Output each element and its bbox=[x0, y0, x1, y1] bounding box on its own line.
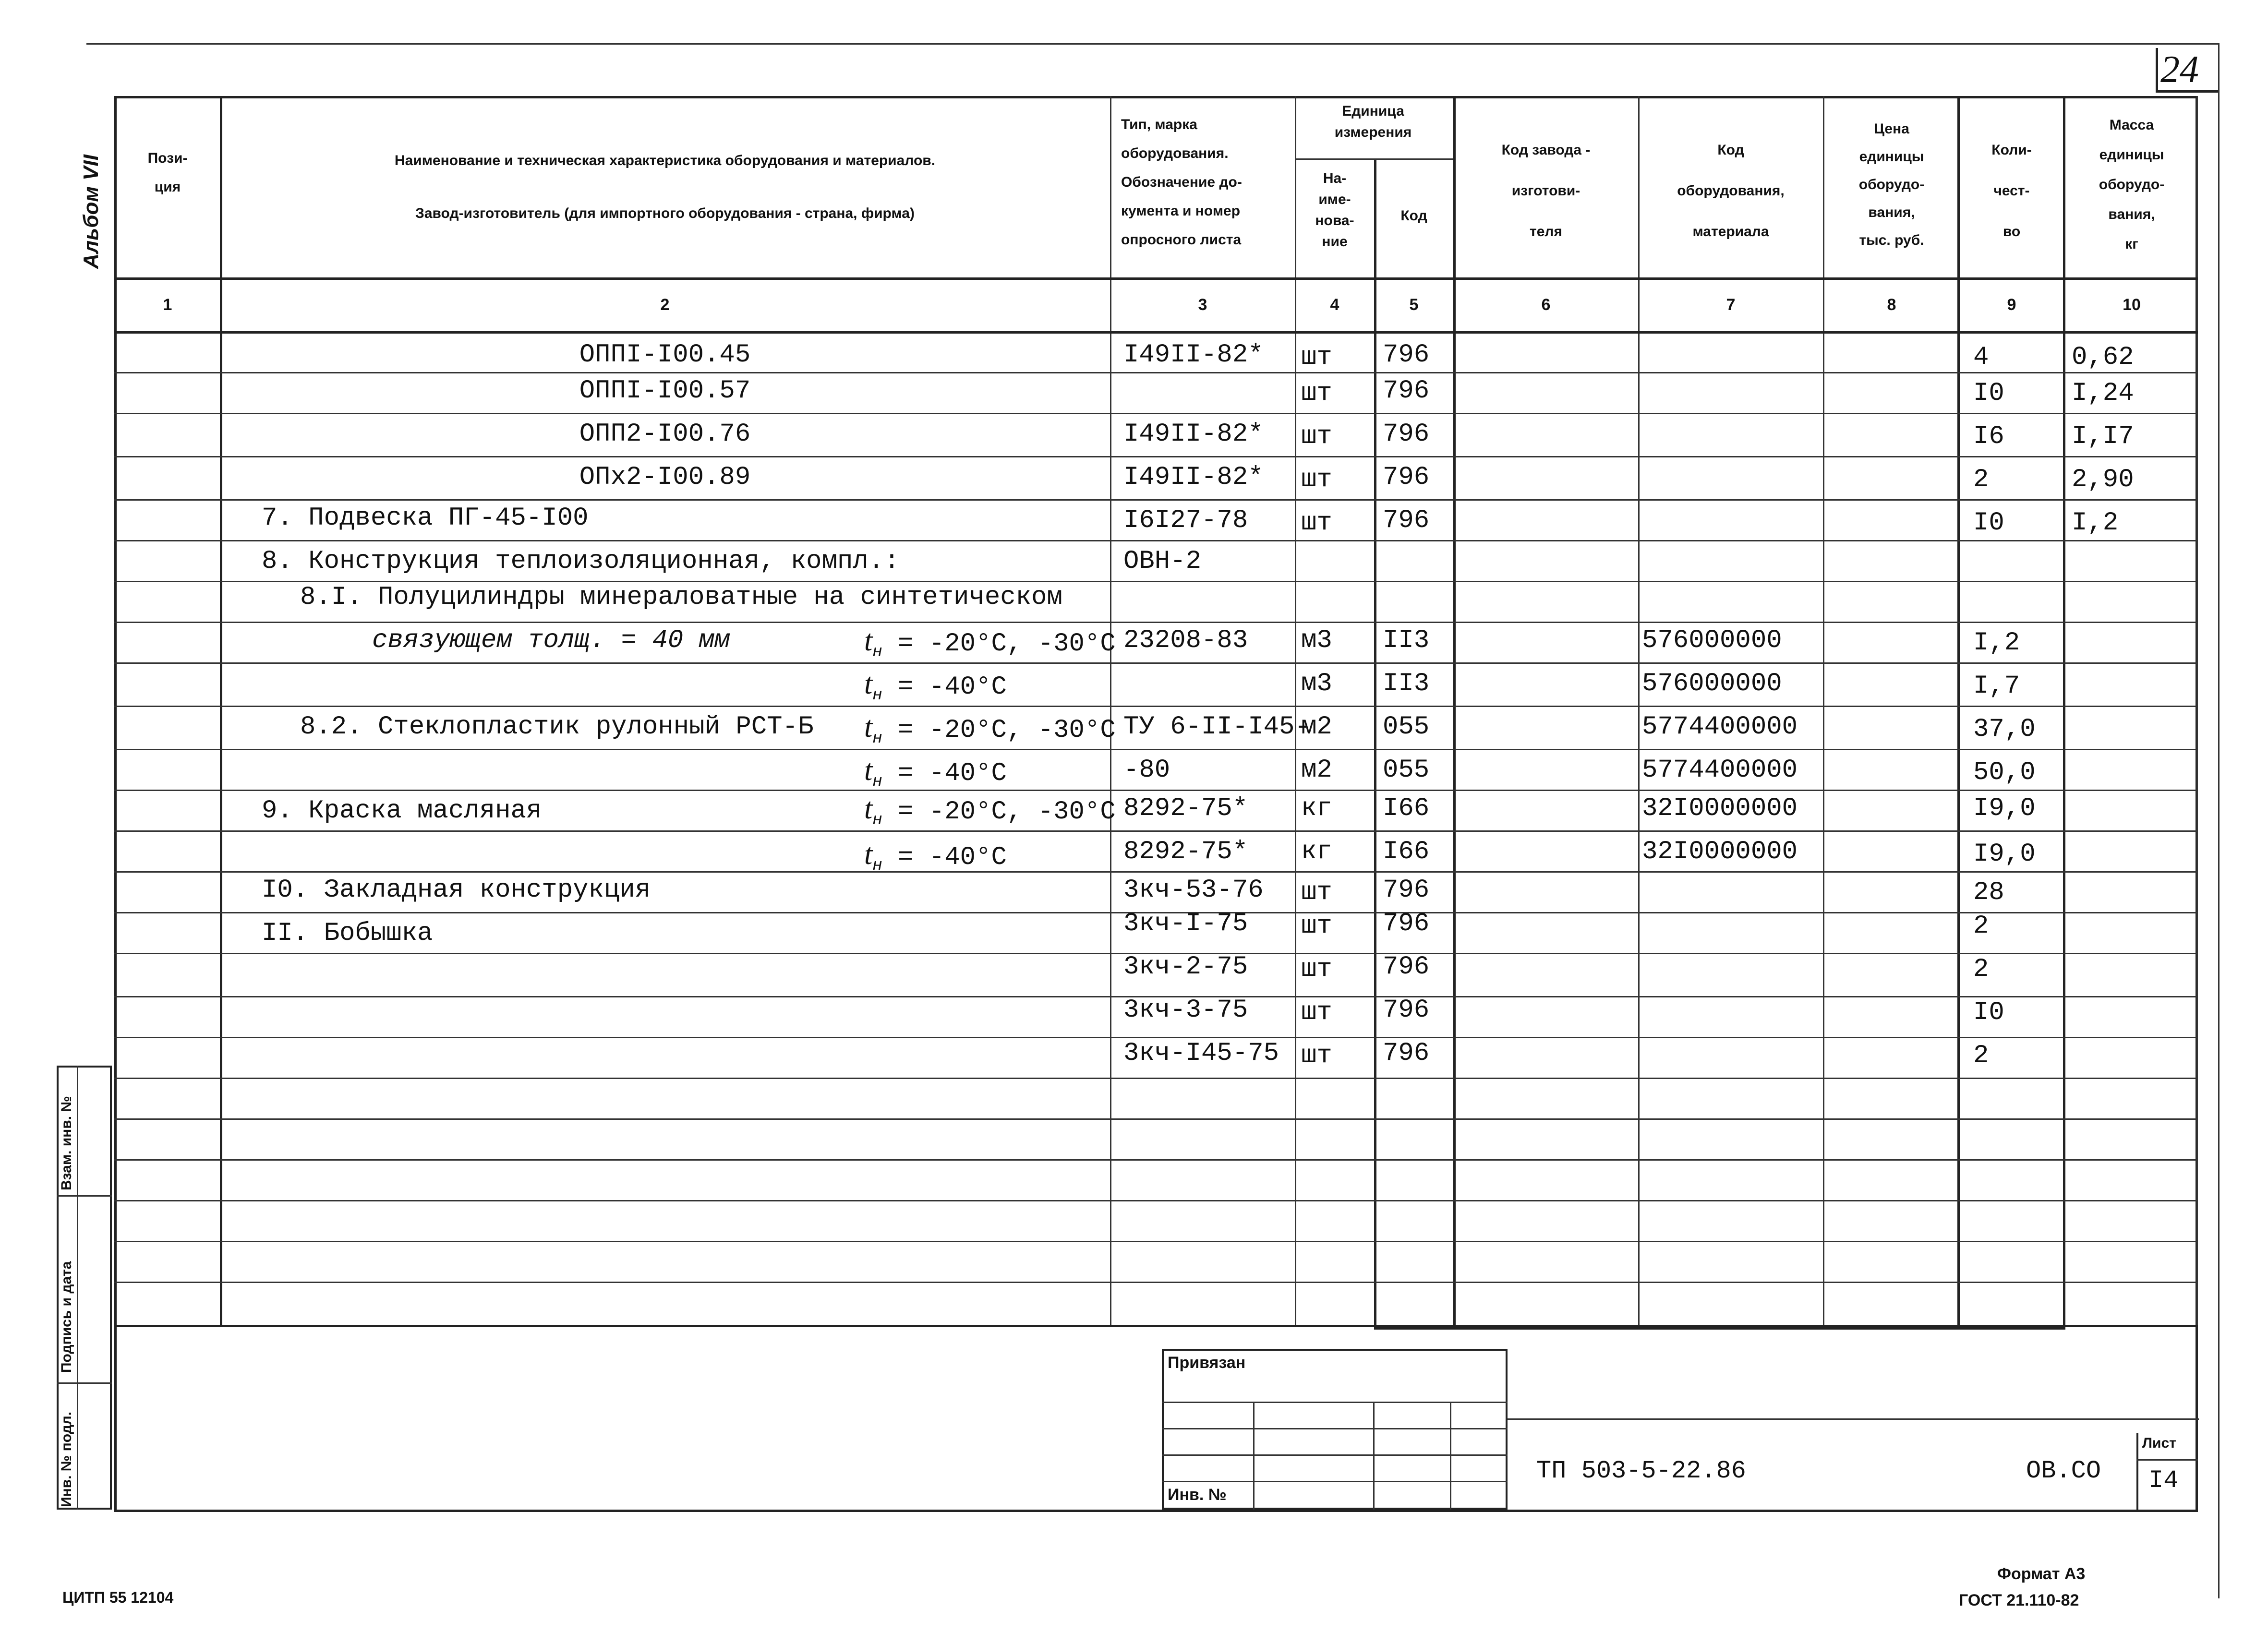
header-col1: Пози- ция bbox=[147, 150, 188, 195]
row-code: 055 bbox=[1383, 712, 1430, 742]
row-doc: 3кч-2-75 bbox=[1123, 952, 1248, 982]
row-qty: I,7 bbox=[1973, 672, 2020, 701]
row-unit: шт bbox=[1301, 998, 1332, 1027]
row-unit: шт bbox=[1301, 912, 1332, 941]
row-material-code: 32I0000000 bbox=[1642, 794, 1798, 823]
corner-sheet-number: 24 bbox=[2160, 48, 2199, 91]
row-code: 796 bbox=[1383, 996, 1430, 1025]
row-unit: кг bbox=[1301, 837, 1332, 866]
footer-left: ЦИТП 55 12104 bbox=[62, 1589, 174, 1606]
header-col4: На- име- нова- ние bbox=[1315, 170, 1354, 250]
col-num: 2 bbox=[660, 296, 670, 314]
row-qty: 2 bbox=[1973, 912, 1989, 941]
row-unit: м3 bbox=[1301, 669, 1332, 698]
row-mass: 2,90 bbox=[2072, 465, 2134, 494]
col-num: 8 bbox=[1887, 296, 1896, 314]
row-name: ОППI-I00.57 bbox=[579, 376, 751, 406]
row-name: 7. Подвеска ПГ-45-I00 bbox=[262, 504, 589, 533]
row-doc: 8292-75* bbox=[1123, 837, 1248, 866]
row-doc: ТУ 6-II-I45- bbox=[1123, 712, 1310, 742]
row-qty: 4 bbox=[1973, 343, 1989, 372]
album-label: Альбом VII bbox=[79, 155, 103, 269]
row-doc: 3кч-3-75 bbox=[1123, 996, 1248, 1025]
col-num: 7 bbox=[1726, 296, 1736, 314]
stamp-sheet-value: I4 bbox=[2148, 1466, 2179, 1495]
row-mass: I,I7 bbox=[2072, 422, 2134, 451]
row-name: 8.2. Стеклопластик рулонный РСТ-Б bbox=[300, 712, 814, 742]
row-doc: -80 bbox=[1123, 756, 1170, 785]
row-doc: 23208-83 bbox=[1123, 626, 1248, 655]
row-qty: 50,0 bbox=[1973, 758, 2036, 787]
temp-condition: $t_н = -40^\circ С$ bbox=[864, 668, 1007, 705]
row-doc: 3кч-53-76 bbox=[1123, 876, 1264, 905]
header-col10: Масса единицы оборудо- вания, кг bbox=[2099, 117, 2165, 252]
row-doc: I49II-82* bbox=[1123, 340, 1264, 370]
header-col5: Код bbox=[1400, 208, 1427, 224]
col-num: 5 bbox=[1409, 296, 1419, 314]
row-name: I0. Закладная конструкция bbox=[262, 876, 651, 905]
temp-condition: $t_н = -40^\circ С$ bbox=[864, 754, 1007, 791]
row-material-code: 576000000 bbox=[1642, 626, 1782, 655]
stamp-doc-code: ТП 503-5-22.86 bbox=[1536, 1457, 1746, 1485]
header-col7: Код оборудования, материала bbox=[1677, 142, 1785, 240]
row-name: ОПП2-I00.76 bbox=[579, 420, 751, 449]
row-code: II3 bbox=[1383, 669, 1430, 698]
row-material-code: 5774400000 bbox=[1642, 756, 1798, 785]
row-qty: 2 bbox=[1973, 465, 1989, 494]
stamp-attached-label: Привязан bbox=[1168, 1354, 1246, 1372]
row-qty: I0 bbox=[1973, 998, 2004, 1027]
stamp-inv-label: Инв. № bbox=[1168, 1486, 1227, 1504]
row-code: 055 bbox=[1383, 756, 1430, 785]
row-unit: шт bbox=[1301, 465, 1332, 494]
row-qty: 2 bbox=[1973, 1041, 1989, 1070]
row-mass: I,24 bbox=[2072, 379, 2134, 408]
row-doc: I49II-82* bbox=[1123, 420, 1264, 449]
row-name: II. Бобышка bbox=[262, 919, 433, 948]
header-col3: Тип, марка оборудования. Обозначение до- кумента и номер опросного листа bbox=[1121, 117, 1242, 248]
row-unit: шт bbox=[1301, 343, 1332, 372]
row-name: 8. Конструкция теплоизоляционная, компл.: bbox=[262, 547, 900, 576]
row-code: II3 bbox=[1383, 626, 1430, 655]
row-doc: 3кч-I-75 bbox=[1123, 909, 1248, 938]
temp-condition: $t_н = -20^\circ С$, -30°С bbox=[864, 624, 1116, 661]
header-col6: Код завода - изготови- теля bbox=[1501, 142, 1591, 240]
row-name: ОППI-I00.45 bbox=[579, 340, 751, 370]
row-code: 796 bbox=[1383, 506, 1430, 535]
row-qty: I,2 bbox=[1973, 628, 2020, 658]
row-material-code: 32I0000000 bbox=[1642, 837, 1798, 866]
footer-gost: ГОСТ 21.110-82 bbox=[1959, 1591, 2079, 1609]
header-col9: Коли- чест- во bbox=[1991, 142, 2032, 240]
row-qty: 2 bbox=[1973, 955, 1989, 984]
row-qty: I9,0 bbox=[1973, 794, 2036, 823]
side-label-podpis: Подпись и дата bbox=[59, 1261, 74, 1373]
row-unit: шт bbox=[1301, 955, 1332, 984]
row-qty: I0 bbox=[1973, 508, 2004, 538]
row-unit: шт bbox=[1301, 1041, 1332, 1070]
row-unit: м3 bbox=[1301, 626, 1332, 655]
row-code: 796 bbox=[1383, 420, 1430, 449]
row-unit: кг bbox=[1301, 794, 1332, 823]
temp-condition: $t_н = -40^\circ С$ bbox=[864, 838, 1007, 875]
row-doc: 8292-75* bbox=[1123, 794, 1248, 823]
row-unit: м2 bbox=[1301, 756, 1332, 785]
row-name: 9. Краска масляная bbox=[262, 796, 542, 826]
row-code: 796 bbox=[1383, 463, 1430, 492]
row-unit: шт bbox=[1301, 508, 1332, 538]
row-code: I66 bbox=[1383, 837, 1430, 866]
row-material-code: 576000000 bbox=[1642, 669, 1782, 698]
row-code: 796 bbox=[1383, 376, 1430, 406]
row-name: 8.I. Полуцилиндры минераловатные на синтетическом bbox=[300, 583, 1062, 612]
temp-condition: $t_н = -20^\circ С$, -30°С bbox=[864, 711, 1116, 748]
row-doc: 3кч-I45-75 bbox=[1123, 1039, 1279, 1068]
row-qty: I0 bbox=[1973, 379, 2004, 408]
row-qty: I6 bbox=[1973, 422, 2004, 451]
row-code: 796 bbox=[1383, 876, 1430, 905]
footer-format: Формат А3 bbox=[1997, 1565, 2086, 1583]
col-num: 6 bbox=[1541, 296, 1551, 314]
row-unit: м2 bbox=[1301, 712, 1332, 742]
row-code: 796 bbox=[1383, 952, 1430, 982]
side-label-vzam: Взам. инв. № bbox=[59, 1096, 74, 1190]
temp-condition: $t_н = -20^\circ С$, -30°С bbox=[864, 792, 1116, 829]
col-num: 9 bbox=[2007, 296, 2016, 314]
col-num: 4 bbox=[1330, 296, 1339, 314]
row-code: I66 bbox=[1383, 794, 1430, 823]
row-mass: 0,62 bbox=[2072, 343, 2134, 372]
col-num: 1 bbox=[163, 296, 172, 314]
row-qty: 28 bbox=[1973, 878, 2004, 907]
row-unit: шт bbox=[1301, 878, 1332, 907]
header-col2: Наименование и техническая характеристика оборудования и материалов. Завод-изготовитель (для импортного оборудования - страна, фирма) bbox=[394, 153, 936, 221]
header-col8: Цена единицы оборудо- вания, тыс. руб. bbox=[1858, 121, 1925, 248]
stamp-doc-mark: ОВ.СО bbox=[2026, 1457, 2101, 1485]
row-doc: I6I27-78 bbox=[1123, 506, 1248, 535]
row-code: 796 bbox=[1383, 1039, 1430, 1068]
side-label-inv-podl: Инв. № подл. bbox=[59, 1411, 74, 1507]
row-qty: I9,0 bbox=[1973, 840, 2036, 869]
row-code: 796 bbox=[1383, 909, 1430, 938]
row-name: связующем толщ. = 40 мм bbox=[372, 626, 730, 655]
col-num: 10 bbox=[2123, 296, 2141, 314]
stamp-sheet-label: Лист bbox=[2142, 1435, 2176, 1451]
row-qty: 37,0 bbox=[1973, 715, 2036, 744]
row-doc: I49II-82* bbox=[1123, 463, 1264, 492]
header-unit-group: Единица измерения bbox=[1334, 103, 1412, 140]
row-mass: I,2 bbox=[2072, 508, 2119, 538]
row-unit: шт bbox=[1301, 379, 1332, 408]
row-unit: шт bbox=[1301, 422, 1332, 451]
row-code: 796 bbox=[1383, 340, 1430, 370]
row-name: ОПх2-I00.89 bbox=[579, 463, 751, 492]
row-material-code: 5774400000 bbox=[1642, 712, 1798, 742]
col-num: 3 bbox=[1198, 296, 1207, 314]
row-doc: ОВН-2 bbox=[1123, 547, 1202, 576]
